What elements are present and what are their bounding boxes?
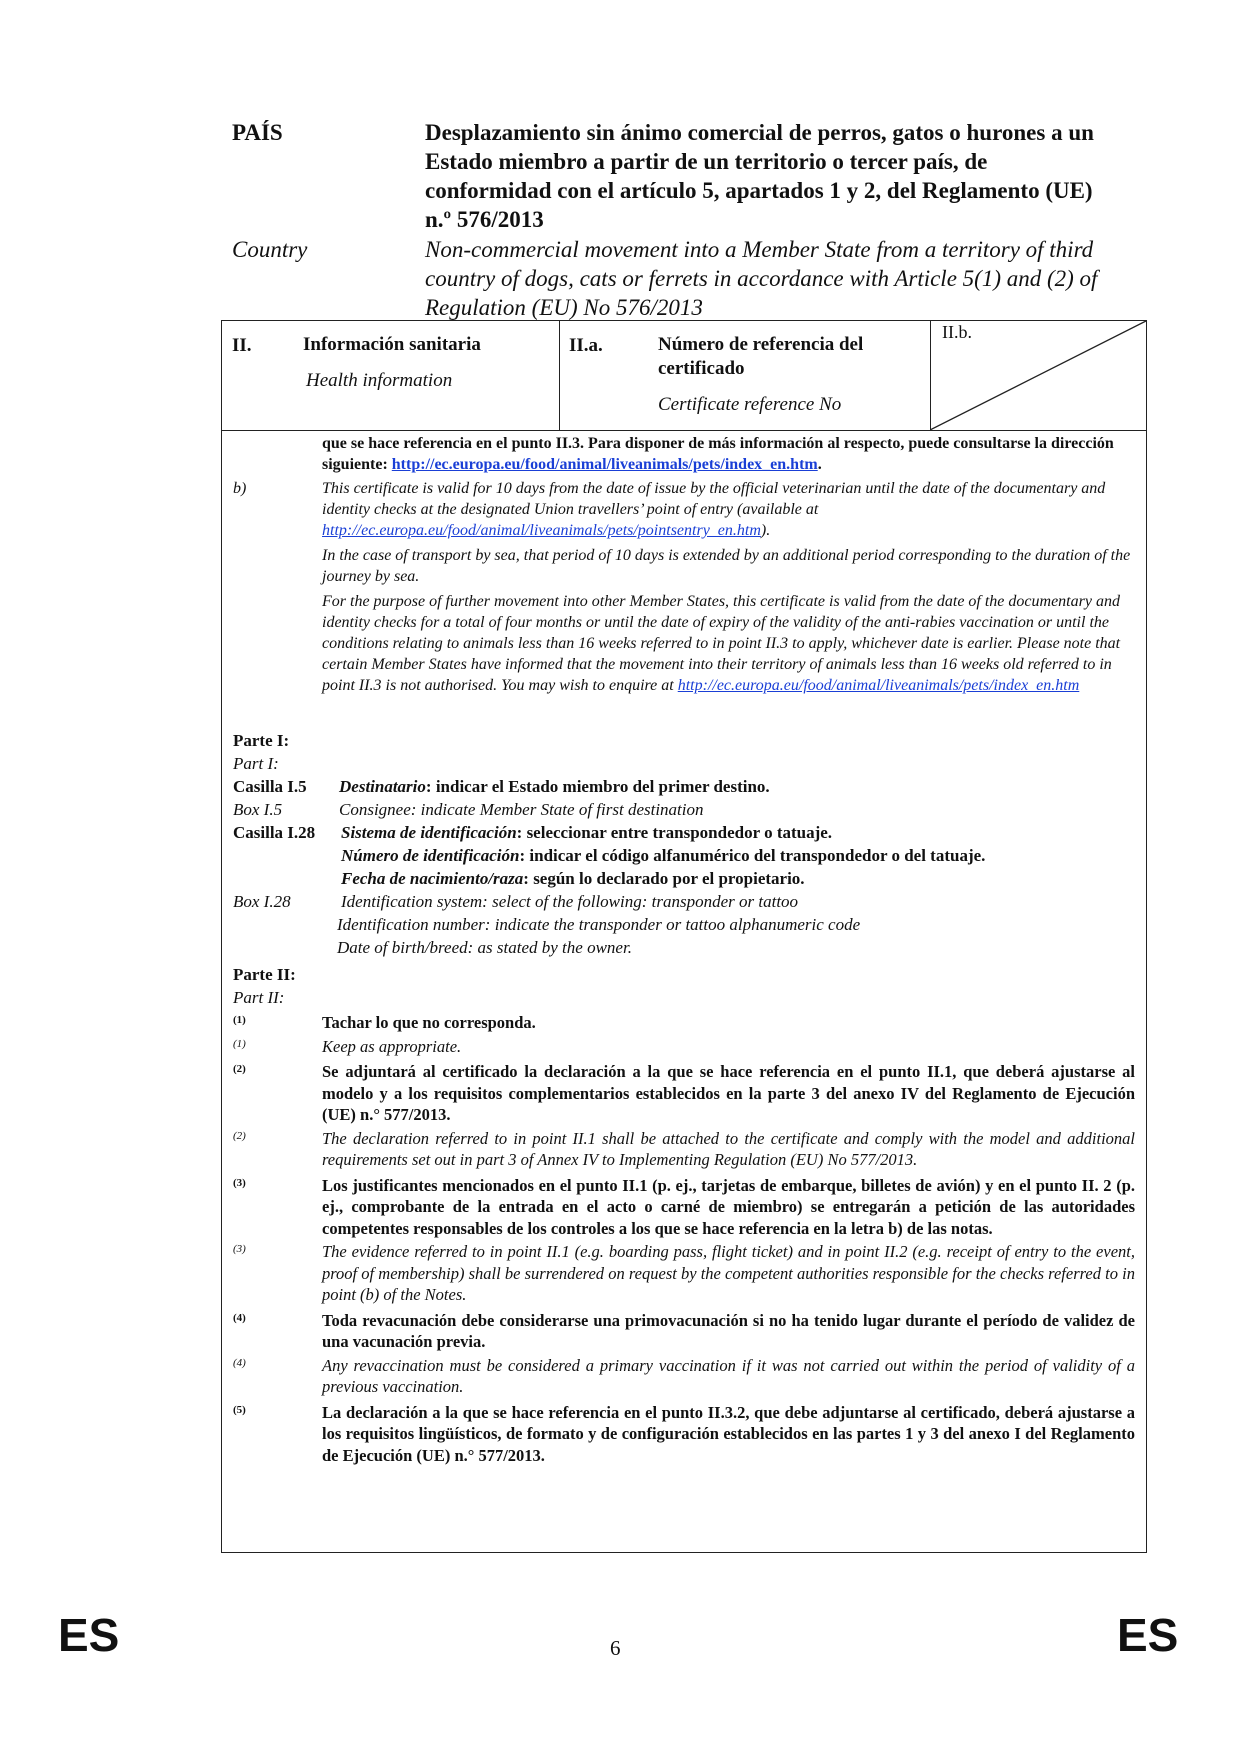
footnote-number: (1) — [233, 1014, 246, 1026]
country-label-en: Country — [232, 237, 308, 262]
box-i28-en-3: Date of birth/breed: as stated by the owner. — [337, 938, 632, 957]
footnote-number: (4) — [233, 1356, 246, 1369]
header-row-es — [232, 118, 1112, 234]
note-b-body — [322, 478, 1135, 696]
footnote-3-en — [233, 1241, 1135, 1306]
box-i28-label: Casilla I.28 — [233, 823, 316, 842]
pets-enquiry-link[interactable]: http://ec.europa.eu/food/animal/liveanimals/pets/index_en.htm — [677, 677, 1080, 694]
birth-breed-text: : según lo declarado por el propietario. — [523, 869, 805, 888]
note-b-paragraph-1 — [322, 478, 1135, 541]
part-i-heading-en: Part I: — [233, 754, 279, 773]
iib-label: II.b. — [942, 322, 972, 342]
document-header — [232, 118, 1112, 322]
footnote-number: (4) — [233, 1311, 246, 1324]
id-number-text: : indicar el código alfanumérico del transpondedor o del tatuaje. — [519, 846, 986, 865]
part-ii-heading-en: Part II: — [233, 988, 285, 1007]
pets-info-link[interactable]: http://ec.europa.eu/food/animal/liveanimals/pets/index_en.htm — [391, 456, 818, 473]
footnote-4-en — [233, 1355, 1135, 1398]
reference-number-title: Número de referencia del certificado — [658, 334, 864, 379]
footnote-1-en — [233, 1036, 1135, 1058]
box-i28-line-1 — [341, 821, 832, 844]
footnote-text-en: Any revaccination must be considered a primary vaccination if it was not carried out within the period of validity of a previous vaccination. — [322, 1355, 1135, 1396]
footnote-text: Tachar lo que no corresponda. — [322, 1013, 536, 1032]
section-number: II. — [232, 335, 252, 356]
box-i5-en — [233, 798, 1135, 821]
box-i28-line-3 — [233, 867, 1135, 890]
footnote-4-es — [233, 1310, 1135, 1353]
box-i28-en-1: Identification system: select of the following: transponder or tattoo — [341, 892, 799, 911]
footnote-text-en: Keep as appropriate. — [322, 1036, 462, 1056]
footnote-5-es — [233, 1402, 1135, 1467]
id-number-term: Número de identificación — [341, 846, 520, 865]
certificate-body — [233, 433, 1135, 1466]
certificate-title-en: Non-commercial movement into a Member State from a territory of third country of dogs, cats or ferrets in accordance with Article 5(1) and (2) of Regulation (EU) No 576/2013 — [425, 237, 1098, 320]
footnote-text: Se adjuntará al certificado la declaración a la que se hace referencia en el punto II.1, que deberá ajustarse al modelo y a los requisitos complementarios establecidos en la parte 3 del anexo IV del Reglamento de Ejecución (UE) n.° 577/2013. — [322, 1062, 1135, 1124]
certificate-frame — [221, 320, 1147, 1553]
footnote-number: (5) — [233, 1403, 246, 1416]
box-i5-label: Casilla I.5 — [233, 777, 307, 796]
footnote-number: (1) — [233, 1037, 246, 1050]
box-i5-label-en: Box I.5 — [233, 800, 283, 819]
footnote-text: La declaración a la que se hace referencia en el punto II.3.2, que debe adjuntarse al certificado, deberá ajustarse a los requisitos lingüísticos, de formato y de configuración establecidos en las partes 1 y 3 del anexo I del Reglamento de Ejecución (UE) n.° 577/2013. — [322, 1402, 1135, 1465]
diagonal-strike-line — [930, 321, 1146, 430]
box-i28-es — [233, 821, 1135, 844]
language-code-right: ES — [1117, 1609, 1179, 1661]
part-i — [233, 729, 1135, 959]
id-system-text: : seleccionar entre transpondedor o tatuaje. — [516, 823, 833, 842]
points-of-entry-link[interactable]: http://ec.europa.eu/food/animal/liveanimals/pets/pointsentry_en.htm — [322, 522, 761, 539]
section-header-table — [222, 321, 1146, 431]
footnote-number: (2) — [233, 1063, 246, 1075]
note-b-p1-end: ). — [760, 522, 771, 539]
footnote-number: (3) — [233, 1243, 246, 1255]
note-b-paragraph-2: In the case of transport by sea, that period of 10 days is extended by an additional period corresponding to the duration of the journey by sea. — [322, 547, 1131, 585]
note-b — [233, 478, 1135, 696]
note-continuation — [233, 433, 1135, 475]
health-info-title: Información sanitaria — [303, 334, 481, 355]
box-i28-en — [233, 890, 1135, 913]
box-i5-text-en: Consignee: indicate Member State of first destination — [339, 800, 704, 819]
footnote-2-es — [233, 1061, 1135, 1126]
health-info-cell — [222, 321, 560, 430]
header-row-en — [232, 235, 1112, 322]
footnote-text: Los justificantes mencionados en el punto II.1 (p. ej., tarjetas de embarque, billetes de avión) y en el punto II. 2 (p. ej., comprobante de la entrada en el acto o carné de miembro) se entregarán a petición de las autoridades competentes responsables de los controles a los que se hace referencia en la letra b) de las notas. — [322, 1175, 1135, 1238]
footnote-3-es — [233, 1175, 1135, 1240]
box-i5-term: Destinatario — [339, 777, 426, 796]
part-ii-heading: Parte II: — [233, 965, 296, 984]
reference-number-cell — [559, 321, 931, 430]
footnote-2-en — [233, 1128, 1135, 1171]
note-b-p3-text: For the purpose of further movement into other Member States, this certificate is valid from the date of the documentary and identity checks for a total of four months or until the date of expiry of the validity of the anti-rabies vaccination or until the conditions relating to animals less than 16 weeks referred to in point II.3 to apply, whichever date is earlier. Please note that certain Member States have informed that the movement into their territory of animals less than 16 weeks old referred to in point II.3 is not authorised. You may wish to enquire at — [322, 593, 1121, 694]
note-b-paragraph-3 — [322, 591, 1135, 696]
note-b-label: b) — [233, 480, 247, 497]
page-number: 6 — [610, 1636, 621, 1660]
reference-number-title-en: Certificate reference No — [658, 394, 842, 415]
health-info-title-en: Health information — [306, 370, 453, 391]
box-i5-es — [233, 775, 1135, 798]
part-ii — [233, 963, 1135, 1466]
language-code-left: ES — [58, 1609, 120, 1661]
iib-cell — [930, 321, 1146, 430]
footnote-text-en: The evidence referred to in point II.1 (e.g. boarding pass, flight ticket) and in point II.2 (e.g. receipt of entry to the event, proof of membership) shall be surrendered on request by the competent authorities responsible for the checks referred to in point (b) of the Notes. — [322, 1242, 1135, 1304]
box-i28-label-en: Box I.28 — [233, 892, 291, 911]
note-continuation-text — [322, 433, 1135, 475]
footnote-1-es — [233, 1012, 1135, 1034]
box-i5-desc — [339, 775, 770, 798]
footnote-number: (2) — [233, 1129, 246, 1142]
country-label-es: PAÍS — [232, 120, 283, 145]
box-i28-en-2: Identification number: indicate the transponder or tattoo alphanumeric code — [337, 915, 861, 934]
reference-section-number: II.a. — [569, 335, 603, 356]
part-i-heading: Parte I: — [233, 731, 290, 750]
id-system-term: Sistema de identificación — [341, 823, 517, 842]
note-continuation-body: que se hace referencia en el punto II.3. Para disponer de más información al respecto, puede consultarse la dirección siguiente: — [322, 435, 1114, 473]
footnote-number: (3) — [233, 1176, 246, 1189]
certificate-title-es: Desplazamiento sin ánimo comercial de perros, gatos o hurones a un Estado miembro a partir de un territorio o tercer país, de conformidad con el artículo 5, apartados 1 y 2, del Reglamento (UE) n.º 576/2013 — [425, 120, 1094, 232]
note-b-p1-text: This certificate is valid for 10 days from the date of issue by the official veterinarian until the date of the documentary and identity checks at the designated Union travellers’ point of entry (available at — [322, 480, 1106, 518]
box-i28-line-2 — [233, 844, 1135, 867]
box-i5-text: : indicar el Estado miembro del primer destino. — [425, 777, 770, 796]
footnote-text: Toda revacunación debe considerarse una primovacunación si no ha tenido lugar durante el período de validez de una vacunación previa. — [322, 1310, 1135, 1351]
note-continuation-end: . — [817, 456, 822, 473]
birth-breed-term: Fecha de nacimiento/raza — [341, 869, 524, 888]
footnote-text-en: The declaration referred to in point II.1 shall be attached to the certificate and comply with the model and additional requirements set out in part 3 of Annex IV to Implementing Regulation (EU) No 577/2013. — [322, 1128, 1135, 1169]
